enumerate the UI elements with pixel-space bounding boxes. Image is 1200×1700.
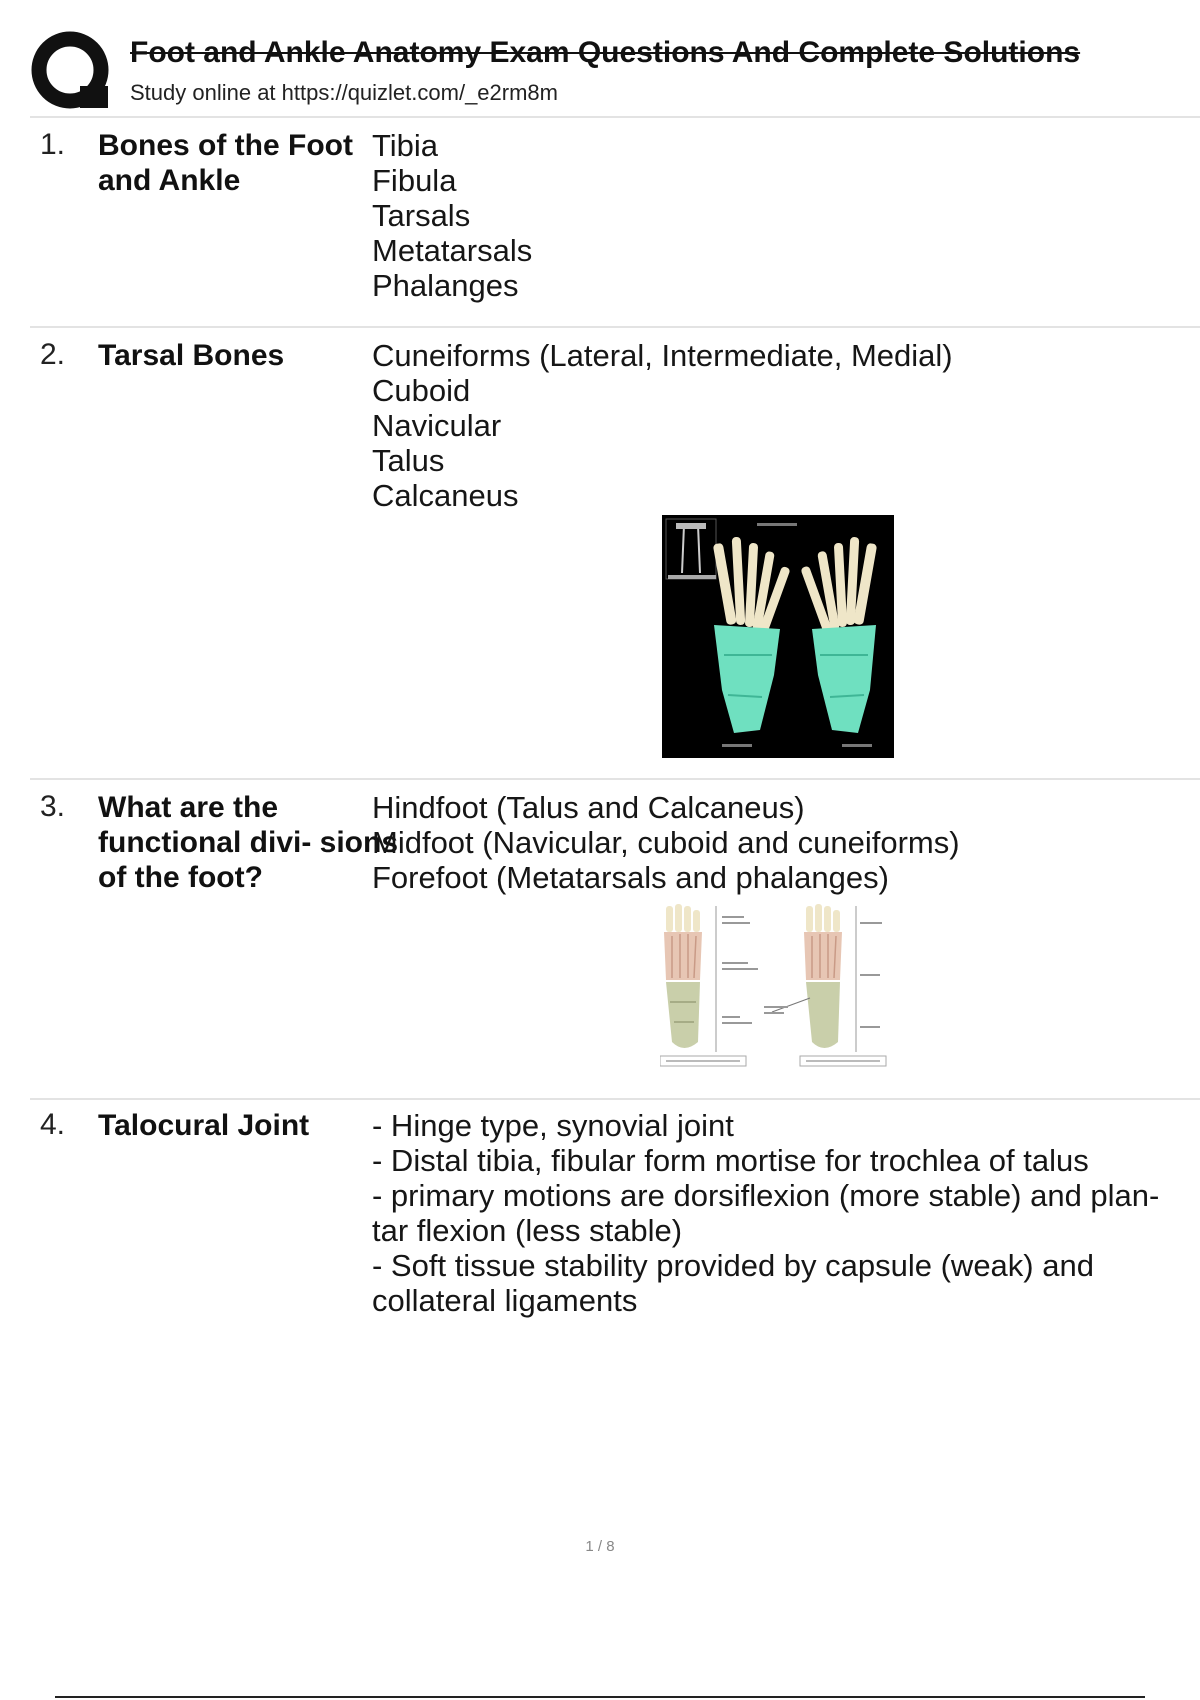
- divider: [30, 116, 1200, 118]
- card-term: Talocural Joint: [98, 1109, 310, 1142]
- definition-line: Cuneiforms (Lateral, Intermediate, Medial): [372, 338, 953, 373]
- card-term: Bones of the Foot and Ankle: [98, 129, 353, 197]
- definition-line: Hindfoot (Talus and Calcaneus): [372, 790, 805, 825]
- divider: [30, 326, 1200, 328]
- definition-line: - Hinge type, synovial joint: [372, 1108, 734, 1143]
- definition-line: - Soft tissue stability provided by capsule (weak) and collateral ligaments: [372, 1248, 1094, 1318]
- study-link-text: Study online at https://quizlet.com/_e2rm8m: [130, 80, 558, 105]
- definition-line: - primary motions are dorsiflexion (more stable) and plan- tar flexion (less stable): [372, 1178, 1160, 1248]
- card-number: 3.: [40, 790, 66, 823]
- card-number: 4.: [40, 1108, 66, 1141]
- definition-line: Calcaneus: [372, 478, 519, 513]
- card-number: 2.: [40, 338, 66, 371]
- divider: [30, 778, 1200, 780]
- definition-line: Metatarsals: [372, 233, 533, 268]
- card-term: Tarsal Bones: [98, 339, 285, 372]
- document-header: [30, 28, 1200, 118]
- divider: [30, 1098, 1200, 1100]
- card-definition: [372, 128, 1192, 303]
- definition-line: Cuboid: [372, 373, 471, 408]
- definition-line: - Distal tibia, fibular form mortise for trochlea of talus: [372, 1143, 1089, 1178]
- footer-divider: [55, 1696, 1145, 1698]
- quizlet-logo-icon: [30, 30, 112, 112]
- definition-line: Phalanges: [372, 268, 519, 303]
- definition-line: Fibula: [372, 163, 457, 198]
- card-term: What are the functional divi- sions of the foot?: [98, 791, 399, 894]
- card-definition: [372, 790, 1192, 895]
- definition-line: Tibia: [372, 128, 439, 163]
- card-definition: [372, 1108, 1200, 1318]
- page-number: 1 / 8: [585, 1538, 615, 1555]
- card-definition: [372, 338, 1192, 513]
- definition-line: Navicular: [372, 408, 502, 443]
- foot-divisions-image: [660, 902, 902, 1070]
- definition-line: Talus: [372, 443, 445, 478]
- tarsal-bones-image: [662, 515, 894, 758]
- card-number: 1.: [40, 128, 66, 161]
- document-title: Foot and Ankle Anatomy Exam Questions And Complete Solutions: [130, 36, 1081, 69]
- definition-line: Forefoot (Metatarsals and phalanges): [372, 860, 889, 895]
- definition-line: Midfoot (Navicular, cuboid and cuneiforms): [372, 825, 960, 860]
- definition-line: Tarsals: [372, 198, 471, 233]
